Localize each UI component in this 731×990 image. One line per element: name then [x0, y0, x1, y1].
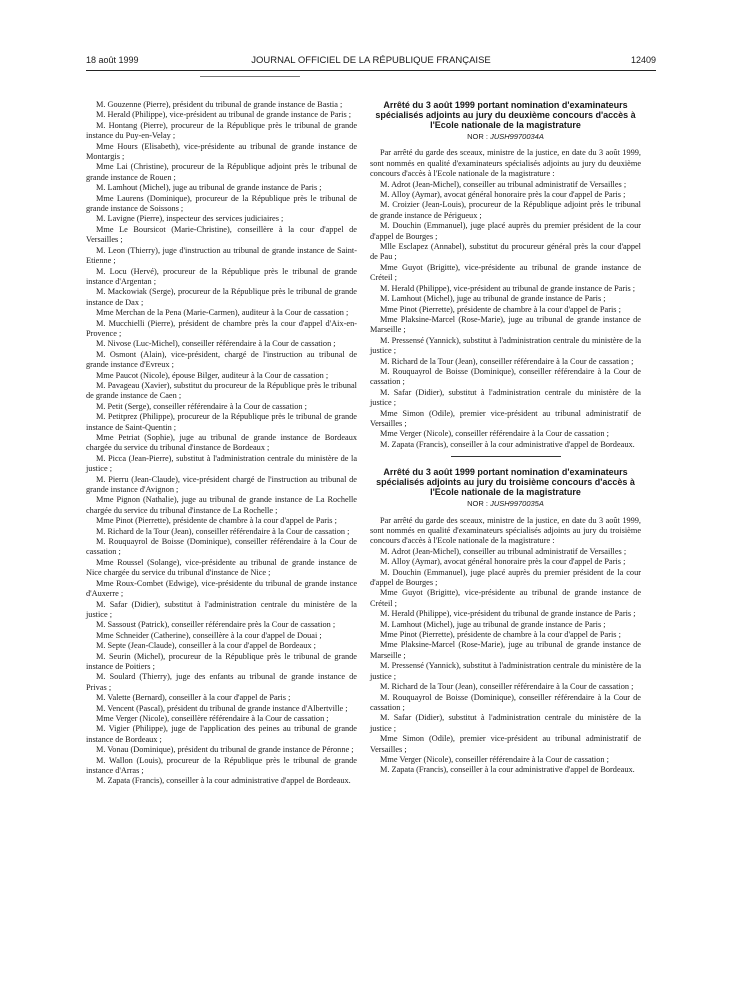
appointment-entry: M. Gouzenne (Pierre), président du tribunal de grande instance de Bastia ; — [96, 100, 343, 109]
decree-1-entry-list — [370, 180, 641, 451]
appointment-entry: Mme Guyot (Brigitte), vice-présidente au tribunal de grande instance de Créteil ; — [370, 588, 641, 608]
appointment-entry: M. Pressensé (Yannick), substitut à l'administration centrale du ministère de la justice ; — [370, 335, 641, 356]
appointment-entry: M. Douchin (Emmanuel), juge placé auprès du premier président de la cour d'appel de Bourges ; — [370, 567, 641, 588]
appointment-entry: M. Septe (Jean-Claude), conseiller à la cour d'appel de Bordeaux ; — [96, 641, 316, 651]
appointment-entry: M. Rouquayrol de Boisse (Dominique), conseiller référendaire à la Cour de cassation ; — [86, 537, 357, 557]
page-header — [86, 55, 656, 71]
appointment-entry: Mme Petriat (Sophie), juge au tribunal de grande instance de Bordeaux chargée du service du tribunal d'instance de Bordeaux ; — [86, 433, 357, 453]
appointment-entry: M. Leon (Thierry), juge d'instruction au tribunal de grande instance de Saint-Etienne ; — [86, 245, 357, 266]
appointment-entry: M. Vencent (Pascal), président du tribunal de grande instance d'Albertville ; — [96, 703, 348, 713]
appointment-entry: Mme Simon (Odile), premier vice-président au tribunal administratif de Versailles ; — [370, 408, 641, 428]
appointment-entry: M. Picca (Jean-Pierre), substitut à l'administration centrale du ministère de la justice ; — [86, 453, 357, 474]
decree-2 — [370, 467, 641, 776]
appointment-entry: M. Croizier (Jean-Louis), procureur de la République adjoint près le tribunal de grande instance de Périgueux ; — [370, 200, 641, 220]
page-number: 12409 — [630, 55, 656, 65]
appointment-entry: Mme Schneider (Catherine), conseillère à la cour d'appel de Douai ; — [96, 630, 322, 640]
appointment-entry: M. Adrot (Jean-Michel), conseiller au tribunal administratif de Versailles ; — [380, 546, 627, 556]
appointment-entry: Mlle Esclapez (Annabel), substitut du procureur général près la cour d'appel de Pau ; — [370, 242, 641, 262]
appointment-entry: M. Safar (Didier), substitut à l'administration centrale du ministère de la justice ; — [370, 713, 641, 733]
decree-2-nor-label: NOR : — [467, 499, 488, 509]
appointment-entry: M. Pavageau (Xavier), substitut du procureur de la République près le tribunal de grande instance de Caen ; — [86, 380, 357, 401]
appointment-entry: M. Zapata (Francis), conseiller à la cour administrative d'appel de Bordeaux. — [96, 776, 351, 786]
appointment-entry: Mme Pinot (Pierrette), présidente de chambre à la cour d'appel de Paris ; — [380, 304, 621, 314]
appointment-entry: Mme Simon (Odile), premier vice-président au tribunal administratif de Versailles ; — [370, 734, 641, 754]
appointment-entry: M. Osmont (Alain), vice-président, chargé de l'instruction au tribunal de grande instance d'Evreux ; — [86, 349, 357, 370]
appointment-entry: M. Vonau (Dominique), président du tribunal de grande instance de Péronne ; — [96, 745, 354, 755]
appointment-entry: M. Safar (Didier), substitut à l'administration centrale du ministère de la justice ; — [370, 387, 641, 408]
left-entry-list — [86, 100, 357, 787]
appointment-entry: Mme Verger (Nicole), conseillère référendaire à la Cour de cassation ; — [96, 713, 329, 723]
appointment-entry: M. Lavigne (Pierre), inspecteur des services judiciaires ; — [96, 214, 284, 224]
appointment-entry: M. Richard de la Tour (Jean), conseiller référendaire à la Cour de cassation ; — [380, 356, 634, 366]
appointment-entry: M. Sassoust (Patrick), conseiller référendaire près la Cour de cassation ; — [96, 620, 336, 630]
appointment-entry: Mme Merchan de la Pena (Marie-Carmen), auditeur à la Cour de cassation ; — [96, 308, 349, 318]
appointment-entry: M. Richard de la Tour (Jean), conseiller référendaire à la Cour de cassation ; — [380, 682, 634, 692]
decree-1-nor-label: NOR : — [467, 132, 488, 141]
decree-1-nor-code: JUSH9970034A — [490, 132, 544, 141]
appointment-entry: M. Locu (Hervé), procureur de la République près le tribunal de grande instance d'Argentan ; — [86, 266, 357, 286]
appointment-entry: M. Zapata (Francis), conseiller à la cour administrative d'appel de Bordeaux. — [380, 765, 635, 775]
decree-2-nor-code: JUSH9970035A — [490, 499, 544, 509]
appointment-entry: M. Nivose (Luc-Michel), conseiller référendaire à la Cour de cassation ; — [96, 339, 336, 349]
appointment-entry: M. Herald (Philippe), vice-président au tribunal de grande instance de Paris ; — [96, 110, 352, 120]
decree-separator — [451, 456, 561, 457]
header-subrule — [200, 76, 300, 77]
decree-2-nor — [370, 499, 641, 509]
appointment-entry: Mme Paucot (Nicole), épouse Bilger, auditeur à la Cour de cassation ; — [96, 370, 329, 380]
appointment-entry: M. Herald (Philippe), vice-président du tribunal de grande instance de Paris ; — [380, 609, 636, 619]
appointment-entry: M. Pressensé (Yannick), substitut à l'administration centrale du ministère de la justice ; — [370, 661, 641, 681]
appointment-entry: Mme Guyot (Brigitte), vice-présidente au tribunal de grande instance de Créteil ; — [370, 262, 641, 283]
decree-2-entry-list — [370, 547, 641, 776]
appointment-entry: M. Richard de la Tour (Jean), conseiller référendaire à la Cour de cassation ; — [96, 526, 350, 536]
appointment-entry: M. Alloy (Aymar), avocat général honoraire près la cour d'appel de Paris ; — [380, 557, 626, 567]
appointment-entry: M. Douchin (Emmanuel), juge placé auprès du premier président de la cour d'appel de Bourges ; — [370, 221, 641, 241]
decree-1-title: Arrêté du 3 août 1999 portant nomination d'examinateurs spécialisés adjoints au jury du deuxième concours d'accès à l'Ecole nationale de la magistrature — [375, 100, 636, 130]
appointment-entry: M. Adrot (Jean-Michel), conseiller au tribunal administratif de Versailles ; — [380, 179, 627, 189]
appointment-entry: M. Safar (Didier), substitut à l'administration centrale du ministère de la justice ; — [86, 599, 357, 619]
appointment-entry: Mme Roussel (Solange), vice-présidente au tribunal de grande instance de Nice chargée du service du tribunal d'instance de Nice ; — [86, 557, 357, 578]
appointment-entry: M. Lamhout (Michel), juge au tribunal de grande instance de Paris ; — [380, 294, 606, 304]
appointment-entry: M. Petitprez (Philippe), procureur de la République près le tribunal de grande instance de Saint-Quentin ; — [86, 412, 357, 432]
journal-title: JOURNAL OFFICIEL DE LA RÉPUBLIQUE FRANÇAISE — [251, 55, 491, 66]
appointment-entry: Mme Plaksine-Marcel (Rose-Marie), juge au tribunal de grande instance de Marseille ; — [370, 314, 641, 335]
appointment-entry: Mme Pignon (Nathalie), juge au tribunal de grande instance de La Rochelle chargée du service du tribunal d'instance de La Rochelle ; — [86, 495, 357, 515]
appointment-entry: M. Wallon (Louis), procureur de la République près le tribunal de grande instance d'Arras ; — [86, 755, 357, 775]
appointment-entry: M. Herald (Philippe), vice-président au tribunal de grande instance de Paris ; — [380, 283, 636, 293]
decree-2-title: Arrêté du 3 août 1999 portant nomination d'examinateurs spécialisés adjoints au jury du troisième concours d'accès à l'Ecole nationale de la magistrature — [376, 467, 635, 498]
appointment-entry: M. Lamhout (Michel), juge au tribunal de grande instance de Paris ; — [96, 183, 322, 193]
appointment-entry: M. Seurin (Michel), procureur de la République près le tribunal de grande instance de Poitiers ; — [86, 651, 357, 671]
appointment-entry: M. Lamhout (Michel), juge au tribunal de grande instance de Paris ; — [380, 619, 606, 629]
issue-date: 18 août 1999 — [86, 55, 139, 65]
appointment-entry: Mme Verger (Nicole), conseiller référendaire à la Cour de cassation ; — [380, 754, 609, 764]
appointment-entry: Mme Plaksine-Marcel (Rose-Marie), juge au tribunal de grande instance de Marseille ; — [370, 640, 641, 660]
appointment-entry: Mme Pinot (Pierrette), présidente de chambre à la cour d'appel de Paris ; — [96, 516, 337, 526]
appointment-entry: Mme Hours (Elisabeth), vice-présidente au tribunal de grande instance de Montargis ; — [86, 141, 357, 162]
appointment-entry: Mme Le Boursicot (Marie-Christine), conseillère à la cour d'appel de Versailles ; — [86, 224, 357, 245]
appointment-entry: Mme Lai (Christine), procureur de la République adjoint près le tribunal de grande instance de Rouen ; — [86, 162, 357, 182]
header-rule — [86, 70, 656, 71]
appointment-entry: M. Zapata (Francis), conseiller à la cour administrative d'appel de Bordeaux. — [380, 439, 635, 449]
appointment-entry: M. Mucchielli (Pierre), président de chambre près la cour d'appel d'Aix-en-Provence ; — [86, 318, 357, 338]
appointment-entry: M. Petit (Serge), conseiller référendaire à la Cour de cassation ; — [96, 401, 307, 411]
appointment-entry: M. Rouquayrol de Boisse (Dominique), conseiller référendaire à la Cour de cassation ; — [370, 692, 641, 712]
appointment-entry: M. Mackowiak (Serge), procureur de la République près le tribunal de grande instance de Dax ; — [86, 287, 357, 307]
appointment-entry: M. Pierru (Jean-Claude), vice-président chargé de l'instruction au tribunal de grande instance d'Avignon ; — [86, 474, 357, 495]
appointment-entry: Mme Verger (Nicole), conseiller référendaire à la Cour de cassation ; — [380, 429, 609, 439]
decree-2-intro: Par arrêté du garde des sceaux, ministre de la justice, en date du 3 août 1999, sont nommés en qualité d'examinateurs spécialisés adjoints au jury du troisième concours d'accès à l'Ecole nationale de la magistrature : — [370, 515, 641, 546]
appointment-entry: Mme Laurens (Dominique), procureur de la République près le tribunal de grande instance de Soissons ; — [86, 193, 357, 214]
right-column — [370, 100, 641, 776]
appointment-entry: M. Hontang (Pierre), procureur de la République près le tribunal de grande instance du Puy-en-Velay ; — [86, 120, 357, 141]
decree-1-nor — [370, 132, 641, 142]
appointment-entry: M. Valette (Bernard), conseiller à la cour d'appel de Paris ; — [96, 693, 291, 703]
decree-1-intro: Par arrêté du garde des sceaux, ministre de la justice, en date du 3 août 1999, sont nommés en qualité d'examinateurs spécialisés adjoints au jury du deuxième concours d'accès à l'Ecole nationale de la magistrature : — [370, 148, 641, 179]
decree-1 — [370, 100, 641, 450]
appointment-entry: Mme Pinot (Pierrette), présidente de chambre à la cour d'appel de Paris ; — [380, 630, 621, 640]
appointment-entry: Mme Roux-Combet (Edwige), vice-présidente du tribunal de grande instance d'Auxerre ; — [86, 578, 357, 599]
appointment-entry: M. Rouquayrol de Boisse (Dominique), conseiller référendaire à la Cour de cassation ; — [370, 366, 641, 387]
appointment-entry: M. Soulard (Thierry), juge des enfants au tribunal de grande instance de Privas ; — [86, 672, 357, 692]
appointment-entry: M. Alloy (Aymar), avocat général honoraire près la cour d'appel de Paris ; — [380, 190, 626, 200]
left-column — [86, 100, 357, 787]
appointment-entry: M. Vigier (Philippe), juge de l'application des peines au tribunal de grande instance de Bordeaux ; — [86, 724, 357, 744]
